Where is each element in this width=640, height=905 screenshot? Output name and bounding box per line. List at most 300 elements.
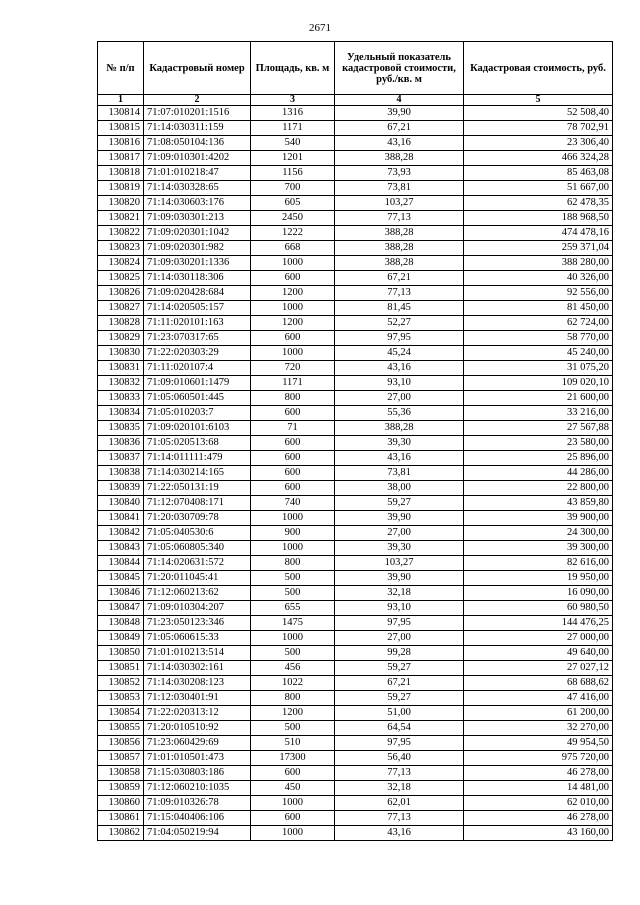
cell-area: 655: [251, 601, 335, 616]
cell-unit-rate: 67,21: [335, 121, 464, 136]
cell-unit-rate: 59,27: [335, 496, 464, 511]
cell-cadastral-number: 71:05:010203:7: [144, 406, 251, 421]
table-row: [98, 496, 613, 511]
cell-unit-rate: 59,27: [335, 691, 464, 706]
cell-area: 600: [251, 466, 335, 481]
cell-cadastral-number: 71:01:010218:47: [144, 166, 251, 181]
cell-area: 1000: [251, 631, 335, 646]
cell-cadastral-number: 71:08:050104:136: [144, 136, 251, 151]
cell-area: 1000: [251, 346, 335, 361]
cell-unit-rate: 39,30: [335, 436, 464, 451]
cell-cadastral-cost: 388 280,00: [464, 256, 613, 271]
table-row: [98, 526, 613, 541]
cell-unit-rate: 77,13: [335, 211, 464, 226]
cell-unit-rate: 39,30: [335, 541, 464, 556]
cell-index: 130817: [98, 151, 144, 166]
column-number: 4: [335, 95, 464, 106]
table-row: [98, 196, 613, 211]
cell-cadastral-cost: 58 770,00: [464, 331, 613, 346]
table-row: [98, 676, 613, 691]
cell-cadastral-cost: 39 300,00: [464, 541, 613, 556]
header-area: Площадь, кв. м: [251, 42, 335, 95]
cell-index: 130847: [98, 601, 144, 616]
cell-unit-rate: 55,36: [335, 406, 464, 421]
cell-cadastral-cost: 82 616,00: [464, 556, 613, 571]
cell-cadastral-cost: 27 567,88: [464, 421, 613, 436]
cell-cadastral-number: 71:09:030301:213: [144, 211, 251, 226]
page-number: 2671: [309, 22, 331, 34]
cell-unit-rate: 97,95: [335, 616, 464, 631]
cell-cadastral-cost: 474 478,16: [464, 226, 613, 241]
cell-index: 130852: [98, 676, 144, 691]
cell-index: 130845: [98, 571, 144, 586]
table-row: [98, 181, 613, 196]
cell-unit-rate: 67,21: [335, 271, 464, 286]
table-row: [98, 106, 613, 121]
cell-index: 130851: [98, 661, 144, 676]
cell-unit-rate: 27,00: [335, 391, 464, 406]
cell-cadastral-cost: 27 027,12: [464, 661, 613, 676]
cell-cadastral-number: 71:14:030302:161: [144, 661, 251, 676]
table-row: [98, 541, 613, 556]
table-row: [98, 241, 613, 256]
cell-unit-rate: 97,95: [335, 736, 464, 751]
cell-cadastral-number: 71:09:020101:6103: [144, 421, 251, 436]
cell-index: 130861: [98, 811, 144, 826]
cell-cadastral-cost: 45 240,00: [464, 346, 613, 361]
cell-cadastral-number: 71:07:010201:1516: [144, 106, 251, 121]
cell-index: 130825: [98, 271, 144, 286]
header-cadastral-number: Кадастровый номер: [144, 42, 251, 95]
cell-unit-rate: 32,18: [335, 781, 464, 796]
cell-unit-rate: 43,16: [335, 136, 464, 151]
cell-cadastral-cost: 25 896,00: [464, 451, 613, 466]
cell-cadastral-cost: 49 640,00: [464, 646, 613, 661]
cell-unit-rate: 77,13: [335, 766, 464, 781]
cell-cadastral-number: 71:01:010213:514: [144, 646, 251, 661]
cell-cadastral-cost: 47 416,00: [464, 691, 613, 706]
cell-unit-rate: 56,40: [335, 751, 464, 766]
table-row: [98, 511, 613, 526]
cell-unit-rate: 73,93: [335, 166, 464, 181]
cell-cadastral-cost: 52 508,40: [464, 106, 613, 121]
cell-cadastral-number: 71:05:040530:6: [144, 526, 251, 541]
cell-unit-rate: 39,90: [335, 571, 464, 586]
cell-cadastral-cost: 40 326,00: [464, 271, 613, 286]
cell-area: 600: [251, 436, 335, 451]
cell-index: 130820: [98, 196, 144, 211]
cell-area: 600: [251, 406, 335, 421]
cell-cadastral-cost: 60 980,50: [464, 601, 613, 616]
cell-area: 1316: [251, 106, 335, 121]
column-number: 5: [464, 95, 613, 106]
column-number: 2: [144, 95, 251, 106]
cell-cadastral-number: 71:09:010304:207: [144, 601, 251, 616]
header-cadastral-cost: Кадастровая стоимость, руб.: [464, 42, 613, 95]
cell-cadastral-number: 71:09:020428:684: [144, 286, 251, 301]
cell-cadastral-cost: 43 859,80: [464, 496, 613, 511]
cell-cadastral-number: 71:23:060429:69: [144, 736, 251, 751]
cell-index: 130818: [98, 166, 144, 181]
cell-unit-rate: 43,16: [335, 826, 464, 841]
cell-cadastral-cost: 49 954,50: [464, 736, 613, 751]
cell-area: 1156: [251, 166, 335, 181]
cell-cadastral-number: 71:14:030311:159: [144, 121, 251, 136]
cell-unit-rate: 73,81: [335, 181, 464, 196]
cell-index: 130839: [98, 481, 144, 496]
cell-index: 130837: [98, 451, 144, 466]
cell-index: 130855: [98, 721, 144, 736]
cell-index: 130843: [98, 541, 144, 556]
cell-index: 130822: [98, 226, 144, 241]
cell-cadastral-cost: 51 667,00: [464, 181, 613, 196]
cell-index: 130826: [98, 286, 144, 301]
table-row: [98, 601, 613, 616]
cell-area: 800: [251, 391, 335, 406]
cell-cadastral-number: 71:14:020631:572: [144, 556, 251, 571]
cell-cadastral-number: 71:23:050123:346: [144, 616, 251, 631]
table-row: [98, 121, 613, 136]
cell-index: 130860: [98, 796, 144, 811]
cell-cadastral-number: 71:14:030118:306: [144, 271, 251, 286]
cell-area: 450: [251, 781, 335, 796]
cell-cadastral-cost: 39 900,00: [464, 511, 613, 526]
cell-cadastral-number: 71:22:020303:29: [144, 346, 251, 361]
table-row: [98, 766, 613, 781]
cell-cadastral-number: 71:12:070408:171: [144, 496, 251, 511]
cell-area: 1022: [251, 676, 335, 691]
table-row: [98, 136, 613, 151]
cell-cadastral-cost: 32 270,00: [464, 721, 613, 736]
cell-index: 130835: [98, 421, 144, 436]
cell-cadastral-number: 71:14:011111:479: [144, 451, 251, 466]
cell-unit-rate: 67,21: [335, 676, 464, 691]
cell-cadastral-cost: 61 200,00: [464, 706, 613, 721]
cell-area: 2450: [251, 211, 335, 226]
table-row: [98, 811, 613, 826]
table-row: [98, 796, 613, 811]
table-row: [98, 466, 613, 481]
cell-index: 130831: [98, 361, 144, 376]
cell-cadastral-number: 71:14:030214:165: [144, 466, 251, 481]
cell-area: 1171: [251, 121, 335, 136]
table-row: [98, 691, 613, 706]
cell-index: 130836: [98, 436, 144, 451]
cell-area: 1475: [251, 616, 335, 631]
cell-area: 1000: [251, 541, 335, 556]
cell-index: 130821: [98, 211, 144, 226]
cell-unit-rate: 32,18: [335, 586, 464, 601]
cell-cadastral-number: 71:22:050131:19: [144, 481, 251, 496]
cell-cadastral-cost: 16 090,00: [464, 586, 613, 601]
cell-index: 130856: [98, 736, 144, 751]
cell-index: 130832: [98, 376, 144, 391]
table-row: [98, 631, 613, 646]
cell-area: 500: [251, 646, 335, 661]
cell-index: 130842: [98, 526, 144, 541]
cell-cadastral-number: 71:09:010601:1479: [144, 376, 251, 391]
cell-area: 1171: [251, 376, 335, 391]
cell-area: 900: [251, 526, 335, 541]
cell-cadastral-cost: 62 010,00: [464, 796, 613, 811]
table-row: [98, 421, 613, 436]
cell-unit-rate: 99,28: [335, 646, 464, 661]
cell-area: 1000: [251, 796, 335, 811]
cell-index: 130854: [98, 706, 144, 721]
table-row: [98, 331, 613, 346]
table-row: [98, 616, 613, 631]
cell-cadastral-cost: 31 075,20: [464, 361, 613, 376]
cell-cadastral-number: 71:22:020313:12: [144, 706, 251, 721]
cell-area: 500: [251, 586, 335, 601]
cell-cadastral-cost: 62 478,35: [464, 196, 613, 211]
cell-area: 600: [251, 766, 335, 781]
cell-index: 130850: [98, 646, 144, 661]
table-row: [98, 451, 613, 466]
cell-index: 130857: [98, 751, 144, 766]
table-row: [98, 721, 613, 736]
cell-unit-rate: 43,16: [335, 451, 464, 466]
cell-area: 500: [251, 721, 335, 736]
cell-cadastral-cost: 23 580,00: [464, 436, 613, 451]
table-row: [98, 781, 613, 796]
cell-unit-rate: 62,01: [335, 796, 464, 811]
cell-area: 1222: [251, 226, 335, 241]
cell-index: 130844: [98, 556, 144, 571]
cell-area: 1000: [251, 256, 335, 271]
cell-unit-rate: 38,00: [335, 481, 464, 496]
cell-cadastral-cost: 188 968,50: [464, 211, 613, 226]
table-row: [98, 166, 613, 181]
cell-cadastral-number: 71:15:040406:106: [144, 811, 251, 826]
cell-cadastral-cost: 62 724,00: [464, 316, 613, 331]
cell-unit-rate: 64,54: [335, 721, 464, 736]
cell-unit-rate: 51,00: [335, 706, 464, 721]
cell-cadastral-cost: 92 556,00: [464, 286, 613, 301]
table-row: [98, 586, 613, 601]
cell-cadastral-cost: 259 371,04: [464, 241, 613, 256]
cell-unit-rate: 77,13: [335, 811, 464, 826]
cell-index: 130814: [98, 106, 144, 121]
cell-cadastral-number: 71:01:010501:473: [144, 751, 251, 766]
cell-cadastral-number: 71:15:030803:186: [144, 766, 251, 781]
cell-unit-rate: 39,90: [335, 106, 464, 121]
cell-cadastral-number: 71:05:060805:340: [144, 541, 251, 556]
cell-cadastral-cost: 44 286,00: [464, 466, 613, 481]
cell-cadastral-number: 71:09:010326:78: [144, 796, 251, 811]
table-row: [98, 151, 613, 166]
cell-cadastral-number: 71:09:010301:4202: [144, 151, 251, 166]
cell-area: 1200: [251, 316, 335, 331]
cell-index: 130824: [98, 256, 144, 271]
cell-index: 130833: [98, 391, 144, 406]
table-row: [98, 286, 613, 301]
cell-cadastral-number: 71:09:020301:982: [144, 241, 251, 256]
cell-area: 456: [251, 661, 335, 676]
header-index: № п/п: [98, 42, 144, 95]
cell-area: 668: [251, 241, 335, 256]
column-number: 3: [251, 95, 335, 106]
cell-area: 17300: [251, 751, 335, 766]
cell-index: 130834: [98, 406, 144, 421]
cell-cadastral-cost: 22 800,00: [464, 481, 613, 496]
cell-area: 720: [251, 361, 335, 376]
cell-cadastral-cost: 43 160,00: [464, 826, 613, 841]
cell-index: 130828: [98, 316, 144, 331]
table-row: [98, 226, 613, 241]
table-row: [98, 826, 613, 841]
cell-index: 130840: [98, 496, 144, 511]
cell-index: 130838: [98, 466, 144, 481]
cell-unit-rate: 73,81: [335, 466, 464, 481]
cell-area: 700: [251, 181, 335, 196]
cell-cadastral-cost: 78 702,91: [464, 121, 613, 136]
cell-cadastral-number: 71:09:020301:1042: [144, 226, 251, 241]
cell-unit-rate: 77,13: [335, 286, 464, 301]
table-row: [98, 661, 613, 676]
cell-unit-rate: 43,16: [335, 361, 464, 376]
cell-area: 600: [251, 811, 335, 826]
cell-area: 600: [251, 331, 335, 346]
cell-cadastral-cost: 68 688,62: [464, 676, 613, 691]
table-row: [98, 571, 613, 586]
cell-cadastral-number: 71:20:011045:41: [144, 571, 251, 586]
cell-area: 1201: [251, 151, 335, 166]
cell-index: 130848: [98, 616, 144, 631]
cell-cadastral-cost: 19 950,00: [464, 571, 613, 586]
cell-cadastral-number: 71:12:030401:91: [144, 691, 251, 706]
cell-unit-rate: 93,10: [335, 601, 464, 616]
table-row: [98, 346, 613, 361]
cell-index: 130841: [98, 511, 144, 526]
cell-index: 130830: [98, 346, 144, 361]
cell-cadastral-number: 71:11:020107:4: [144, 361, 251, 376]
table-row: [98, 706, 613, 721]
cell-cadastral-cost: 109 020,10: [464, 376, 613, 391]
table-row: [98, 271, 613, 286]
cell-index: 130849: [98, 631, 144, 646]
cell-area: 510: [251, 736, 335, 751]
cell-cadastral-number: 71:11:020101:163: [144, 316, 251, 331]
cell-cadastral-number: 71:09:030201:1336: [144, 256, 251, 271]
cell-area: 600: [251, 481, 335, 496]
cell-cadastral-cost: 33 216,00: [464, 406, 613, 421]
cell-index: 130858: [98, 766, 144, 781]
column-number-row: [98, 95, 613, 106]
cell-unit-rate: 39,90: [335, 511, 464, 526]
table-row: [98, 301, 613, 316]
cell-area: 540: [251, 136, 335, 151]
cell-unit-rate: 103,27: [335, 196, 464, 211]
cell-area: 600: [251, 451, 335, 466]
cell-unit-rate: 45,24: [335, 346, 464, 361]
cell-area: 1200: [251, 286, 335, 301]
cadastre-table: [97, 41, 613, 841]
cell-area: 71: [251, 421, 335, 436]
table-row: [98, 751, 613, 766]
cell-cadastral-cost: 23 306,40: [464, 136, 613, 151]
cell-index: 130859: [98, 781, 144, 796]
table-row: [98, 361, 613, 376]
table-row: [98, 211, 613, 226]
cell-cadastral-number: 71:20:030709:78: [144, 511, 251, 526]
cell-area: 800: [251, 691, 335, 706]
cell-cadastral-cost: 85 463,08: [464, 166, 613, 181]
cell-cadastral-number: 71:05:060501:445: [144, 391, 251, 406]
cell-cadastral-number: 71:05:060615:33: [144, 631, 251, 646]
cell-cadastral-number: 71:12:060213:62: [144, 586, 251, 601]
cell-unit-rate: 388,28: [335, 151, 464, 166]
cell-area: 1200: [251, 706, 335, 721]
cell-unit-rate: 27,00: [335, 631, 464, 646]
cell-cadastral-number: 71:12:060210:1035: [144, 781, 251, 796]
cell-cadastral-cost: 21 600,00: [464, 391, 613, 406]
cell-unit-rate: 97,95: [335, 331, 464, 346]
cell-cadastral-cost: 27 000,00: [464, 631, 613, 646]
table-row: [98, 376, 613, 391]
table-row: [98, 481, 613, 496]
cell-unit-rate: 81,45: [335, 301, 464, 316]
cell-cadastral-number: 71:14:020505:157: [144, 301, 251, 316]
cell-index: 130829: [98, 331, 144, 346]
cell-cadastral-cost: 46 278,00: [464, 811, 613, 826]
cell-area: 740: [251, 496, 335, 511]
cell-cadastral-number: 71:23:070317:65: [144, 331, 251, 346]
cell-cadastral-number: 71:20:010510:92: [144, 721, 251, 736]
cell-cadastral-number: 71:05:020513:68: [144, 436, 251, 451]
cell-unit-rate: 388,28: [335, 421, 464, 436]
cell-area: 1000: [251, 826, 335, 841]
table-row: [98, 406, 613, 421]
table-row: [98, 736, 613, 751]
cell-cadastral-cost: 975 720,00: [464, 751, 613, 766]
cell-area: 500: [251, 571, 335, 586]
cell-index: 130846: [98, 586, 144, 601]
cell-unit-rate: 52,27: [335, 316, 464, 331]
cell-cadastral-cost: 46 278,00: [464, 766, 613, 781]
cell-cadastral-cost: 24 300,00: [464, 526, 613, 541]
cell-cadastral-cost: 14 481,00: [464, 781, 613, 796]
column-number: 1: [98, 95, 144, 106]
cell-area: 600: [251, 271, 335, 286]
table-body: [98, 106, 613, 841]
table-row: [98, 556, 613, 571]
cell-unit-rate: 103,27: [335, 556, 464, 571]
cell-cadastral-number: 71:04:050219:94: [144, 826, 251, 841]
cell-unit-rate: 388,28: [335, 226, 464, 241]
cell-unit-rate: 93,10: [335, 376, 464, 391]
cell-area: 605: [251, 196, 335, 211]
table-row: [98, 436, 613, 451]
header-row: [98, 42, 613, 95]
cell-area: 1000: [251, 511, 335, 526]
table-row: [98, 391, 613, 406]
cell-index: 130853: [98, 691, 144, 706]
cell-unit-rate: 27,00: [335, 526, 464, 541]
table-row: [98, 646, 613, 661]
cell-index: 130816: [98, 136, 144, 151]
cell-unit-rate: 59,27: [335, 661, 464, 676]
table-row: [98, 256, 613, 271]
cell-index: 130827: [98, 301, 144, 316]
cell-cadastral-number: 71:14:030328:65: [144, 181, 251, 196]
cell-index: 130819: [98, 181, 144, 196]
cell-unit-rate: 388,28: [335, 256, 464, 271]
cell-cadastral-cost: 144 476,25: [464, 616, 613, 631]
table-row: [98, 316, 613, 331]
cell-index: 130862: [98, 826, 144, 841]
cell-index: 130823: [98, 241, 144, 256]
